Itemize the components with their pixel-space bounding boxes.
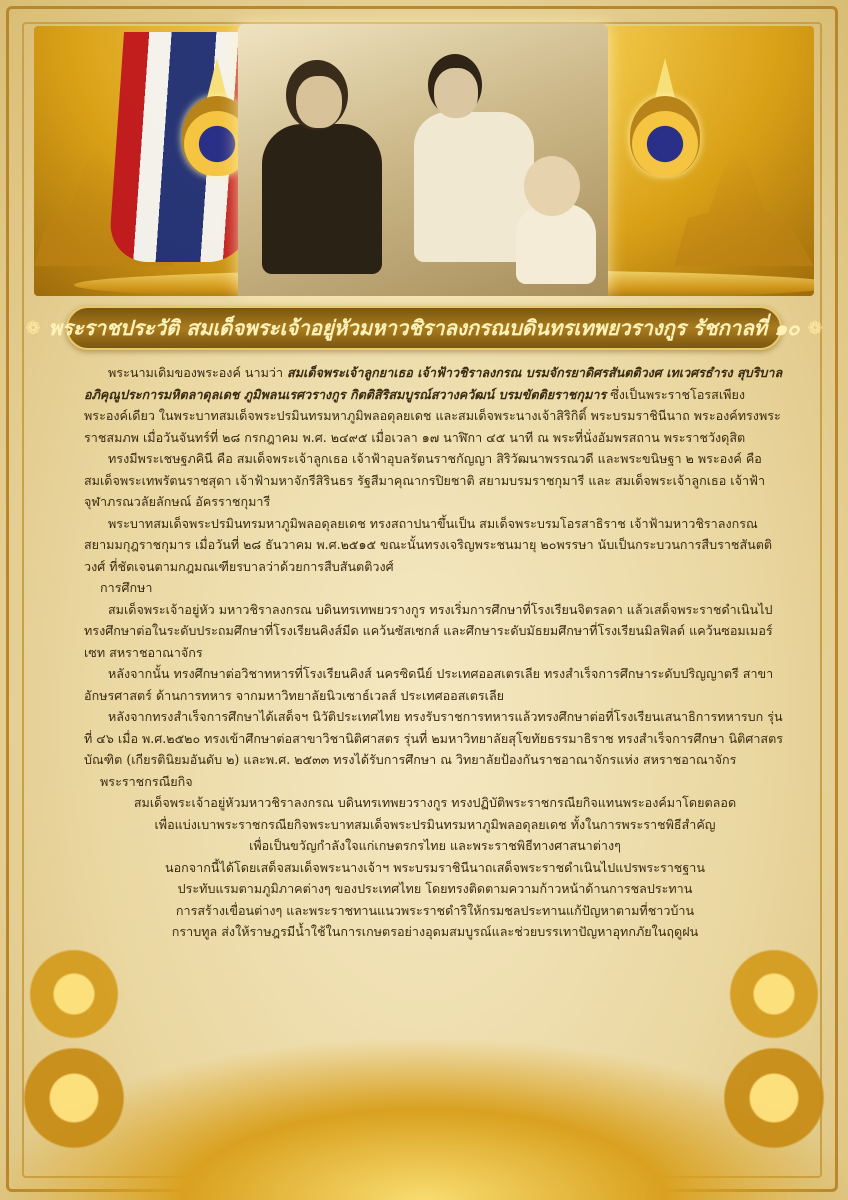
- paragraph-siblings: ทรงมีพระเชษฐภคินี คือ สมเด็จพระเจ้าลูกเธอ เจ้าฟ้าอุบลรัตนราชกัญญา สิริวัฒนาพรรณวดี และพระขนิษฐา ๒ พระองค์ คือ สมเด็จพระเทพรัตนราชสุดา เจ้าฟ้ามหาจักรีสิรินธร รัฐสีมาคุณากรปิยชาติ สยามบรมราชกุมารี และ สมเด็จพระเจ้าลูกเธอ เจ้าฟ้าจุฬาภรณวลัยลักษณ์ อัครราชกุมารี: [84, 451, 766, 509]
- title-banner: [25, 306, 823, 350]
- crown-spire-right-icon: [655, 58, 675, 98]
- crown-spire-left-icon: [207, 58, 227, 98]
- paragraph-birth-intro: พระนามเดิมของพระองค์ นามว่า: [108, 365, 288, 380]
- photo-figure-woman: [262, 124, 382, 274]
- heading-education: การศึกษา: [100, 580, 153, 595]
- duties-line-4: นอกจากนี้ได้โดยเสด็จสมเด็จพระนางเจ้าฯ พระบรมราชินีนาถเสด็จพระราชดำเนินไปแปรพระราชฐาน: [165, 859, 705, 875]
- duties-line-3: เพื่อเป็นขวัญกำลังใจแก่เกษตรกรไทย และพระราชพิธีทางศาสนาต่างๆ: [249, 838, 621, 853]
- full-royal-name: สมเด็จพระเจ้าลูกยาเธอ เจ้าฟ้าวชิราลงกรณ บรมจักรยาดิศรสันตติวงศ เทเวศรธำรง สุบริบาล อภิคุณูประการมหิตลาดุลเดช ภูมิพลนเรศวรางกูร กิตติสิริสมบูรณ์สวางควัฒน์ บรมขัตติยราชกุมาร: [84, 365, 783, 402]
- photo-figure-baby-head: [524, 156, 580, 216]
- temple-silhouette-right: [674, 146, 814, 266]
- duties-line-7: กราบทูล ส่งให้ราษฎรมีน้ำใช้ในการเกษตรอย่างอุดมสมบูรณ์และช่วยบรรเทาปัญหาอุทกภัยในฤดูฝน: [171, 924, 699, 939]
- flower-ornament-right-icon: ❁: [807, 317, 823, 339]
- page-title: พระราชประวัติ สมเด็จพระเจ้าอยู่หัวมหาวชิราลงกรณบดินทรเทพยวรางกูร รัชกาลที่ ๑๐: [48, 315, 800, 340]
- paragraph-crown-prince: พระบาทสมเด็จพระปรมินทรมหาภูมิพลอดุลยเดช ทรงสถาปนาขึ้นเป็น สมเด็จพระบรมโอรสาธิราช เจ้าฟ้ามหาวชิราลงกรณ สยามมกุฎราชกุมาร เมื่อวันที่ ๒๘ ธันวาคม พ.ศ.๒๕๑๕ ขณะนั้นทรงเจริญพระชนมายุ ๒๐พรรษา นับเป็นกระบวนการสืบราชสันตติวงศ์ ที่ชัดเจนตามกฎมณเฑียรบาลว่าด้วยการสืบสันตติวงศ์: [84, 515, 773, 574]
- paragraph-education-3: หลังจากทรงสำเร็จการศึกษาได้เสด็จฯ นิวัติประเทศไทย ทรงรับราชการทหารแล้วทรงศึกษาต่อที่โรงเรียนเสนาธิการทหารบก รุ่นที่ ๔๖ เมื่อ พ.ศ.๒๕๒๐ ทรงเข้าศึกษาต่อสาขาวิชานิติศาสตร รุ่นที่ ๒มหาวิทยาลัยสุโขทัยธรรมาธิราช ทรงสำเร็จการศึกษา นิติศาสตรบัณฑิต (เกียรตินิยมอันดับ ๒) และพ.ศ. ๒๕๓๓ ทรงได้รับการศึกษา ณ วิทยาลัยป้องกันราชอาณาจักรแห่ง สหราชอาณาจักร: [84, 709, 784, 767]
- paragraph-education-1: สมเด็จพระเจ้าอยู่หัว มหาวชิราลงกรณ บดินทรเทพยวรางกูร ทรงเริ่มการศึกษาที่โรงเรียนจิตรลดา แล้วเสด็จพระราชดำเนินไป ทรงศึกษาต่อในระดับประถมศึกษาที่โรงเรียนคิงส์มีด แคว้นซัสเซกส์ และศึกษาระดับมัธยมศึกษาที่โรงเรียนมิลฟิลด์ แคว้นซอมเมอร์เซท สหราชอาณาจักร: [84, 601, 773, 660]
- photo-figure-woman-face: [296, 76, 342, 128]
- flower-ornament-left-icon: ❁: [25, 317, 41, 339]
- heading-duties: พระราชกรณียกิจ: [100, 773, 193, 789]
- biography-text: [84, 362, 786, 943]
- paragraph-birth-rest: ซึ่งเป็นพระราชโอรสเพียงพระองค์เดียว ในพระบาทสมเด็จพระปรมินทรมหาภูมิพลอดุลยเดช และสมเด็จพระนางเจ้าสิริกิติ์ พระบรมราชินีนาถ พระองค์ทรงพระราชสมภพ เมื่อวันจันทร์ที่ ๒๘ กรกฎาคม พ.ศ. ๒๔๙๕ เมื่อเวลา ๑๗ นาฬิกา ๔๕ นาที ณ พระที่นั่งอัมพรสถาน พระราชวังดุสิต: [84, 386, 781, 445]
- duties-line-1: สมเด็จพระเจ้าอยู่หัวมหาวชิราลงกรณ บดินทรเทพยวรางกูร ทรงปฏิบัติพระราชกรณียกิจแทนพระองค์มาโดยตลอด: [133, 795, 737, 810]
- royal-emblem-right-icon: [630, 96, 700, 176]
- paragraph-education-2: หลังจากนั้น ทรงศึกษาต่อวิชาทหารที่โรงเรียนคิงส์ นครซิดนีย์ ประเทศออสเตรเลีย ทรงสำเร็จการศึกษาระดับปริญญาตรี สาขาอักษรศาสตร์ ด้านการทหาร จากมหาวิทยาลัยนิวเซาธ์เวลส์ ประเทศออสเตรเลีย: [84, 666, 774, 703]
- paragraph-birth: [84, 362, 786, 448]
- duties-line-5: ประทับแรมตามภูมิภาคต่างๆ ของประเทศไทย โดยทรงติดตามความก้าวหน้าด้านการชลประทาน: [177, 881, 693, 896]
- gold-scroll-ornament-right-icon: [704, 916, 844, 1176]
- royal-family-photo: [238, 24, 608, 296]
- duties-line-2: เพื่อแบ่งเบาพระราชกรณียกิจพระบาทสมเด็จพระปรมินทรมหาภูมิพลอดุลยเดช ทั้งในการพระราชพิธีสำคัญ: [154, 816, 716, 832]
- duties-line-6: การสร้างเขื่อนต่างๆ และพระราชทานแนวพระราชดำริให้กรมชลประทานแก้ปัญหาตามที่ชาวบ้าน: [175, 902, 695, 918]
- gold-scroll-ornament-left-icon: [4, 916, 144, 1176]
- photo-figure-baby: [516, 204, 596, 284]
- photo-figure-man-face: [434, 68, 478, 118]
